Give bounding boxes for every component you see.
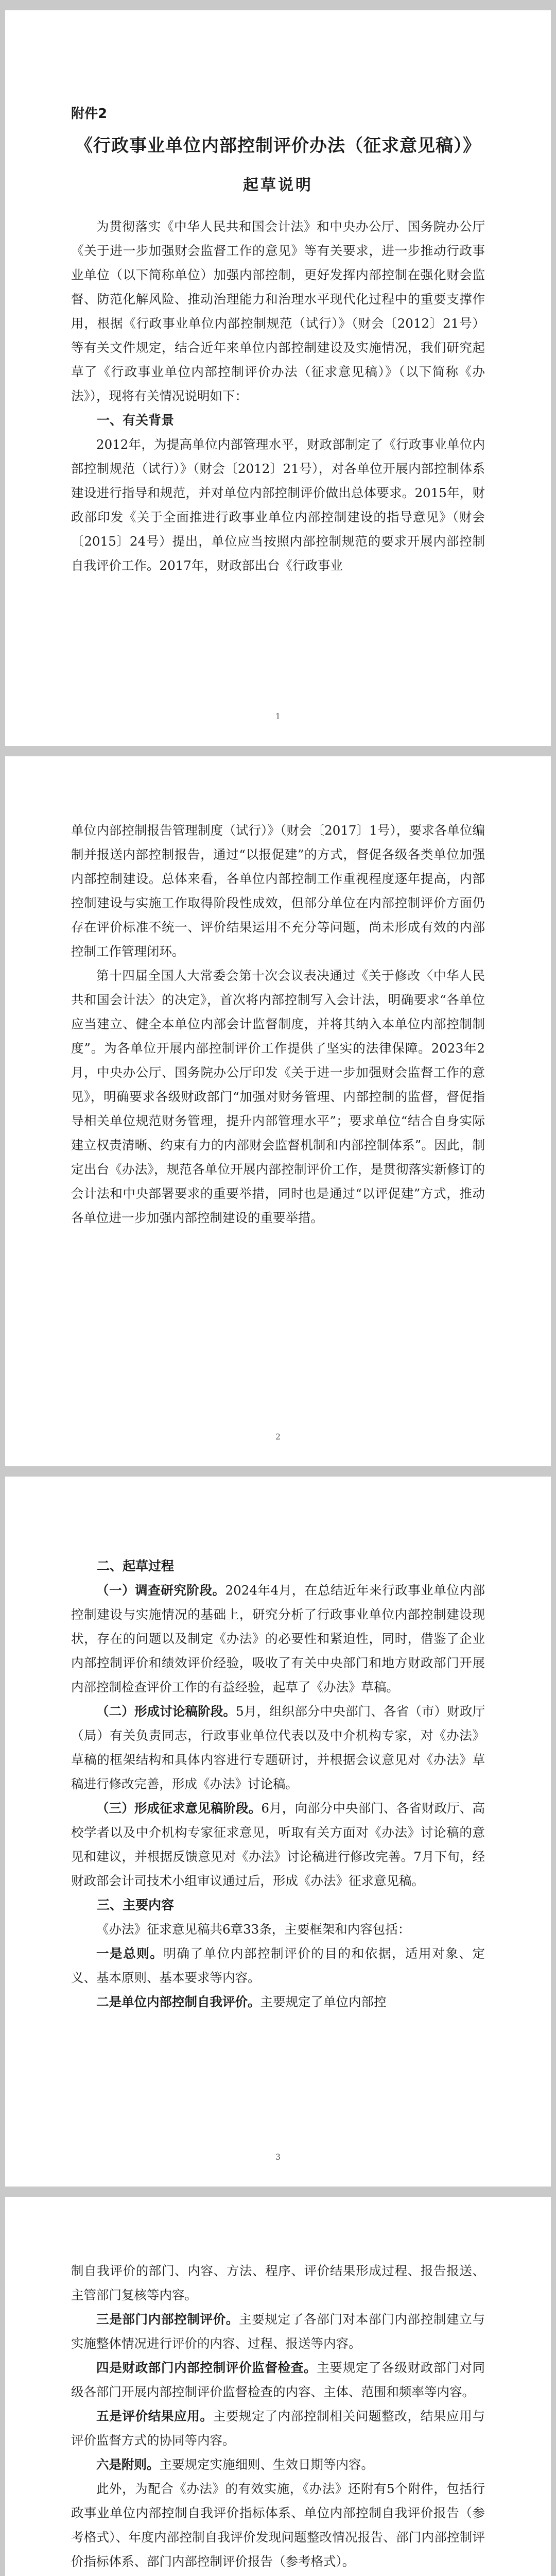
drafting-item-1-lead: （一）调查研究阶段。	[96, 1583, 225, 1598]
drafting-item-1-text: 2024年4月，在总结近年来行政事业单位内部控制建设与实施情况的基础上，研究分析了行政事业单位内部控制建设现状，存在的问题以及制定《办法》的必要性和紧迫性，同时，借鉴了企业内部控制评价和绩效评价经验，吸收了有关中央部门和地方财政部门开展内部控制检查评价工作的有益经验，起草了《办法》草稿。	[71, 1583, 485, 1694]
chapter-2	[71, 1990, 485, 2014]
page-number: 2	[275, 1432, 281, 1442]
chapter-5-lead: 五是评价结果应用。	[96, 2409, 213, 2424]
chapter-4-text: 主要规定了各级财政部门对同级各部门开展内部控制评价监督检查的内容、主体、范围和频率等内容。	[71, 2360, 485, 2399]
document-page-2	[5, 756, 551, 1466]
background-paragraph-2: 第十四届全国人大常委会第十次会议表决通过《关于修改〈中华人民共和国会计法〉的决定》，首次将内部控制写入会计法，明确要求“各单位应当建立、健全本单位内部会计监督制度，并将其纳入本单位内部控制制度”。为各单位开展内部控制评价工作提供了坚实的法律保障。2023年2月，中央办公厅、国务院办公厅印发《关于进一步加强财会监督工作的意见》，明确要求各级财政部门“加强对财务管理、内部控制的监督，督促指导相关单位规范财务管理，提升内部管理水平”；要求单位“结合自身实际建立权责清晰、约束有力的内部财会监督机制和内部控制体系”。因此，制定出台《办法》，规范各单位开展内部控制评价工作，是贯彻落实新修订的会计法和中央部署要求的重要举措，同时也是通过“以评促建”方式，推动各单位进一步加强内部控制建设的重要举措。	[71, 968, 485, 1225]
drafting-item-2-lead: （二）形成讨论稿阶段。	[96, 1704, 236, 1719]
intro-paragraph: 为贯彻落实《中华人民共和国会计法》和中央办公厅、国务院办公厅《关于进一步加强财会监督工作的意见》等有关要求，进一步推动行政事业单位（以下简称单位）加强内部控制，更好发挥内部控制在强化财会监督、防范化解风险、推动治理能力和治理水平现代化过程中的重要支撑作用，根据《行政事业单位内部控制规范（试行）》（财会〔2012〕21号）等有关文件规定，结合近年来单位内部控制建设及实施情况，我们研究起草了《行政事业单位内部控制评价办法（征求意见稿）》（以下简称《办法》），现将有关情况说明如下：	[71, 219, 485, 403]
drafting-item-1	[71, 1578, 485, 1699]
drafting-item-3-text: 6月，向部分中央部门、各省财政厅、高校学者以及中介机构专家征求意见，听取有关方面对《办法》讨论稿的意见和建议，并根据反馈意见对《办法》讨论稿进行修改完善。7月下旬，经财政部会计司技术小组审议通过后，形成《办法》征求意见稿。	[71, 1801, 485, 1888]
chapter-4-lead: 四是财政部门内部控制评价监督检查。	[96, 2360, 317, 2375]
chapter-3-text: 主要规定了各部门对本部门内部控制建立与实施整体情况进行评价的内容、过程、报送等内容。	[71, 2312, 485, 2351]
page-number: 3	[275, 2152, 281, 2162]
chapter-6	[71, 2452, 485, 2477]
chapter-1-lead: 一是总则。	[96, 1946, 164, 1961]
document-page-3	[5, 1477, 551, 2187]
chapter-2-cont: 制自我评价的部门、内容、方法、程序、评价结果形成过程、报告报送、主管部门复核等内容。	[71, 2263, 485, 2302]
document-title: 《行政事业单位内部控制评价办法（征求意见稿）》	[75, 135, 481, 156]
chapter-1-text: 明确了单位内部控制评价的目的和依据，适用对象、定义、基本原则、基本要求等内容。	[71, 1946, 485, 1985]
chapter-1	[71, 1941, 485, 1990]
section-heading-main-content: 三、主要内容	[97, 1897, 175, 1912]
document-page-4	[5, 2197, 551, 2576]
chapter-5-text: 主要规定了内部控制相关问题整改，结果应用与评价监督方式的协同等内容。	[71, 2409, 485, 2448]
drafting-item-2	[71, 1699, 485, 1796]
section-heading-questions	[71, 2573, 485, 2576]
section-heading-drafting: 二、起草过程	[97, 1558, 175, 1573]
main-content-intro: 《办法》征求意见稿共6章33条，主要框架和内容包括：	[96, 1922, 411, 1937]
chapter-6-text: 主要规定实施细则、生效日期等内容。	[159, 2457, 374, 2472]
page-number: 1	[275, 711, 281, 721]
chapter-4	[71, 2355, 485, 2404]
chapter-5	[71, 2404, 485, 2452]
chapter-6-lead: 六是附则。	[96, 2457, 160, 2472]
appendix-note: 此外，为配合《办法》的有效实施，《办法》还附有5个附件，包括行政事业单位内部控制自我评价指标体系、单位内部控制自我评价报告（参考格式）、年度内部控制自我评价发现问题整改情况报告、部门内部控制评价指标体系、部门内部控制评价报告（参考格式）。	[71, 2481, 485, 2569]
chapter-2-lead: 二是单位内部控制自我评价。	[96, 1994, 260, 2009]
attachment-label: 附件2	[71, 106, 108, 122]
chapter-2-text: 主要规定了单位内部控	[260, 1994, 387, 2009]
document-page-1	[5, 10, 551, 746]
drafting-item-2-text: 5月，组织部分中央部门、各省（市）财政厅（局）有关负责同志，行政事业单位代表以及中介机构专家，对《办法》草稿的框架结构和具体内容进行专题研讨，并根据会议意见对《办法》草稿进行修改完善，形成《办法》讨论稿。	[71, 1704, 485, 1791]
document-subtitle: 起草说明	[243, 176, 313, 194]
chapter-3-lead: 三是部门内部控制评价。	[96, 2312, 239, 2327]
drafting-item-3-lead: （三）形成征求意见稿阶段。	[96, 1801, 262, 1816]
section-heading-background: 一、有关背景	[97, 413, 175, 428]
background-paragraph-1: 2012年，为提高单位内部管理水平，财政部制定了《行政事业单位内部控制规范（试行）》（财会〔2012〕21号），对各单位开展内部控制体系建设进行指导和规范，并对单位内部控制评价做出总体要求。2015年，财政部印发《关于全面推进行政事业单位内部控制建设的指导意见》（财会〔2015〕24号）提出，单位应当按照内部控制规范的要求开展内部控制自我评价工作。2017年，财政部出台《行政事业	[71, 437, 485, 573]
background-paragraph-1-cont: 单位内部控制报告管理制度（试行）》（财会〔2017〕1号），要求各单位编制并报送内部控制报告，通过“以报促建”的方式，督促各级各类单位加强内部控制建设。总体来看，各单位内部控制工作重视程度逐年提高，内部控制建设与实施工作取得阶段性成效，但部分单位在内部控制评价方面仍存在评价标准不统一、评价结果运用不充分等问题，尚未形成有效的内部控制工作管理闭环。	[71, 823, 485, 959]
drafting-item-3	[71, 1796, 485, 1893]
chapter-3	[71, 2307, 485, 2355]
